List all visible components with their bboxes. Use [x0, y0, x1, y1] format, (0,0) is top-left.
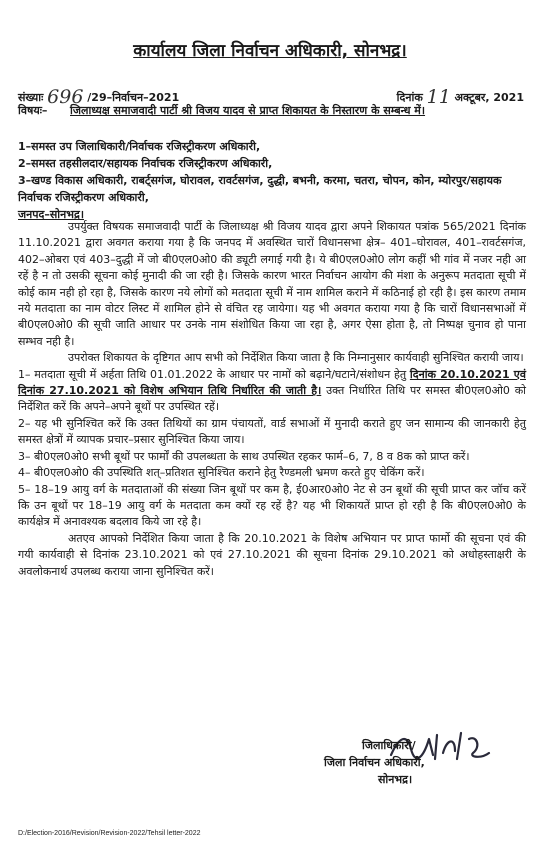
instruction-item-4: 4– बी0एल0ओ0 की उपस्थिति शत्–प्रतिशत सुनिश्चित कराने हेतु रैण्डमली भ्रमण करते हुए चेकिंग करें।: [18, 466, 425, 480]
date-rest: अक्टूबर, 2021: [454, 91, 524, 104]
item-1-text-c: उक्त निर्धारित तिथि पर समस्त बी0एल0ओ0 को निर्देशित करें कि अपने–अपने बूथों पर उपस्थित रहें।: [18, 384, 527, 414]
signatory-title-2: जिला निर्वाचन अधिकारी,: [324, 756, 425, 769]
addressee-line-1: 1–समस्त उप जिलाधिकारी/निर्वाचक रजिस्ट्रीकरण अधिकारी,: [18, 140, 261, 153]
instruction-item-2: 2– यह भी सुनिश्चित करें कि उक्त तिथियों का ग्राम पंचायतों, वार्ड सभाओं में मुनादी कराते हुए जन सामान्य की जानकारी हेतु समस्त क्षेत्रों में व्यापक प्रचार–प्रसार सुनिश्चित किया जाय।: [18, 416, 526, 447]
body-paragraph-2: उपरोक्त शिकायत के दृष्टिगत आप सभी को निर्देशित किया जाता है कि निम्नानुसार कार्यवाही सुनिश्चित करायी जाय।: [68, 351, 524, 365]
body-paragraph-3: अतएव आपको निर्देशित किया जाता है कि 20.10.2021 के विशेष अभियान पर प्राप्त फार्मो की सूचना एवं की गयी कार्यवाही से दिनांक 23.10.2021 को एवं 27.10.2021 की सूचना दिनांक 29.10.2021 को अधोहस्ताक्षरी के अवलोकनार्थ उपलब्ध कराया जाना सुनिश्चित करें।: [18, 531, 526, 578]
body-paragraph-1: उपर्युक्त विषयक समाजवादी पार्टी के जिलाध्यक्ष श्री विजय यादव द्वारा अपने शिकायत पत्रांक 565/2021 दिनांक 11.10.2021 द्वारा अवगत कराया गया है कि जनपद में अवस्थित चारों विधानसभा क्षेत्र– 401–घोरावल, 401–रावर्टसगंज, 402–ओबरा एवं 403–दुद्धी में जो बी0एल0ओ0 की ड्यूटी लगाई गयी है। ये बी0एल0ओ0 लोग कहीं भी गांव में नजर नही आ रहें है न तो उसकी सूचना कोई मुनादी की जा रही है। जिसके कारण भारत निर्वाचन आयोग की मंशा के अनुरूप मतदाता सूची में कोई काम नही हो रहा है, जिसके कारण नये लोगों को मतदाता सूची में नाम शामिल कराने में कठिनाई हो रही है। इस कारण तमाम नये मतदाता का नाम वोटर लिस्ट में शामिल होने से वंचित रह जायेगा। यह भी अवगत कराया गया है कि चारों विधानसभाओं में बी0एल0ओ0 की सूची जाति आधार पर उनके नाम संशोधित किया जा रहा है, अगर ऐसा होता है, तो निष्पक्ष चुनाव हो पाना सम्भव नही है।: [18, 220, 526, 348]
addressee-block: [18, 138, 524, 223]
item-1-highlight: दिनांक 20.10.2021 एवं दिनांक 27.10.2021 को विशेष अभियान तिथि निर्धारित की जाती है।: [18, 367, 526, 398]
reference-prefix: संख्याः: [18, 91, 44, 104]
office-heading: कार्यालय जिला निर्वाचन अधिकारी, सोनभद्र।: [133, 41, 407, 61]
subject-label: विषयः–: [18, 104, 48, 117]
signatory-title-1: जिलाधिकारी/: [362, 739, 416, 752]
subject-text: जिलाध्यक्ष समाजवादी पार्टी श्री विजय यादव से प्राप्त शिकायत के निस्तारण के सम्बन्ध में।: [70, 104, 426, 117]
instruction-item-1: [18, 367, 526, 416]
addressee-district: जनपद–सोनभद्र।: [18, 208, 84, 221]
reference-suffix: /29–निर्वाचन–2021: [87, 91, 180, 104]
handwritten-number: 696: [47, 86, 84, 108]
addressee-line-3: 3–खण्ड विकास अधिकारी, राबर्ट्सगंज, घोरावल, रावर्टसगंज, दुद्धी, बभनी, करमा, चतरा, चोपन, कोन, म्योरपुर/सहायक निर्वाचक रजिस्ट्रीकरण अधिकारी,: [18, 174, 502, 204]
file-path-footer: D:/Election-2016/Revision/Revision-2022/Tehsil letter-2022: [18, 830, 201, 837]
item-1-text-a: 1– मतदाता सूची में अर्हता तिथि 01.01.2022 के आधार पर नामों को बढ़ाने/घटाने/संशोधन हेतु: [18, 367, 410, 381]
addressee-line-2: 2–समस्त तहसीलदार/सहायक निर्वाचक रजिस्ट्रीकरण अधिकारी,: [18, 157, 273, 170]
signature-block: [322, 737, 522, 788]
handwritten-day: 11: [426, 86, 451, 108]
letter-body: [18, 219, 526, 580]
date-label: दिनांक: [396, 91, 423, 104]
instruction-item-3: 3– बी0एल0ओ0 सभी बूथों पर फार्मों की उपलब्धता के साथ उपस्थित रहकर फार्म–6, 7, 8 व 8क को प्राप्त करें।: [18, 449, 470, 463]
signatory-place: सोनभद्र।: [378, 773, 413, 786]
instruction-item-5: 5– 18–19 आयु वर्ग के मतदाताओं की संख्या जिन बूथों पर कम है, ई0आर0ओ0 नेट से उन बूथों की सूची प्राप्त कर जॉच करें कि उन बूथों पर 18–19 आयु वर्ग के मतदाता कम क्यों रह रहें है? यह भी शिकायतें प्राप्त हो रही है कि बी0एल0ओ0 के कार्यक्षेत्र में अनावश्यक बदलाव किये जा रहे है।: [18, 482, 526, 529]
subject-line: [18, 102, 524, 119]
